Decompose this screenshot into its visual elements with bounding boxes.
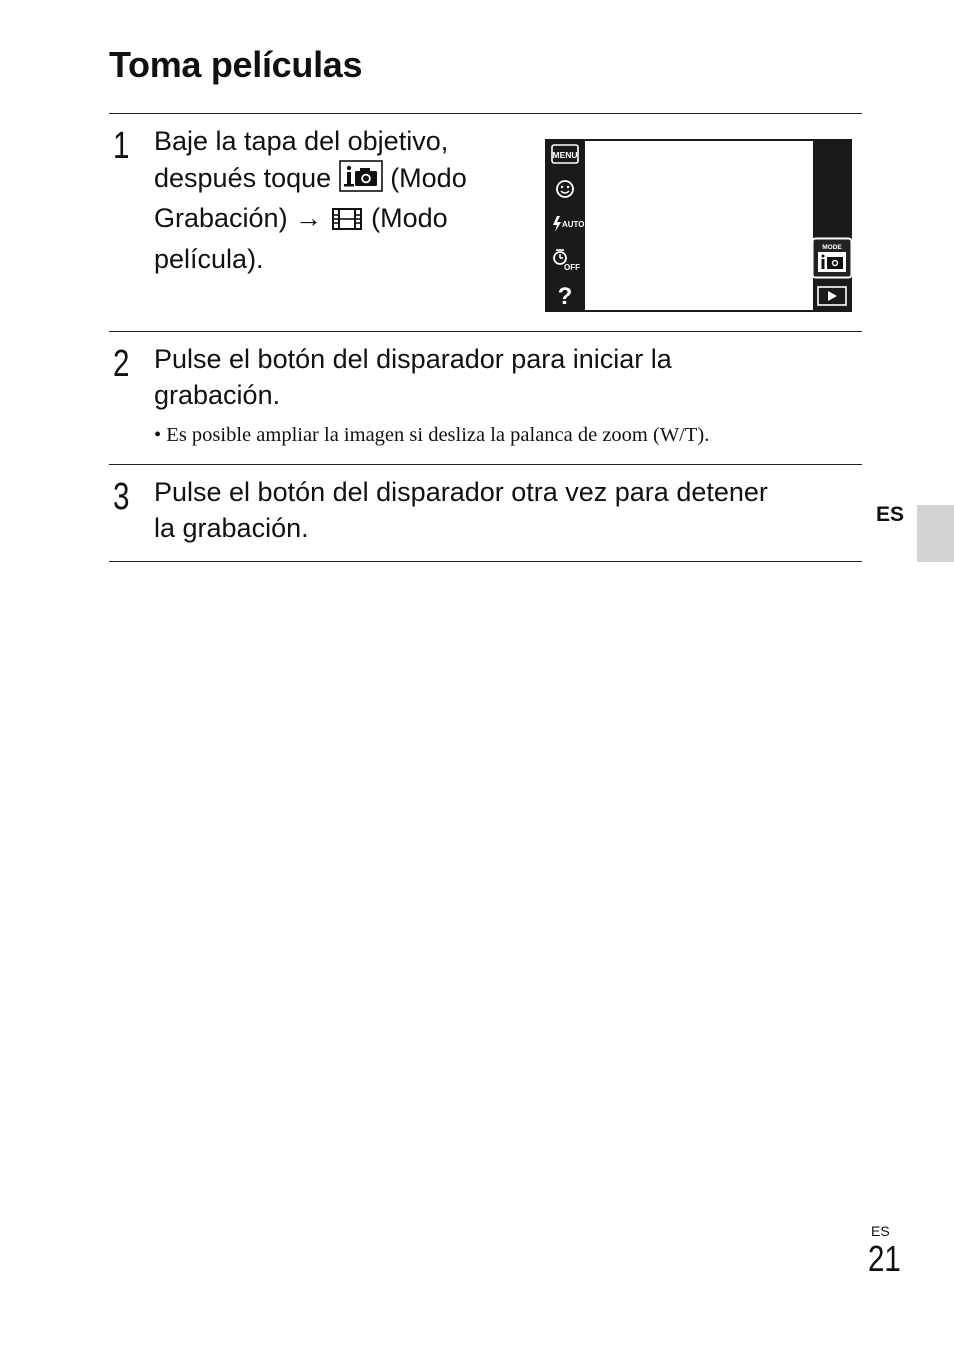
help-icon bbox=[555, 282, 575, 313]
divider bbox=[109, 331, 862, 332]
help-label: ? bbox=[557, 283, 573, 310]
playback-icon bbox=[817, 286, 847, 311]
step-1-text: Baje la tapa del objetivo, después toque (Modo Grabación) → (Modo película). bbox=[154, 126, 467, 274]
camera-screen-illustration bbox=[545, 139, 852, 312]
step-number: 2 bbox=[113, 343, 130, 385]
step-number: 3 bbox=[113, 476, 130, 518]
footer-language: ES bbox=[871, 1223, 890, 1239]
smile-icon bbox=[555, 179, 575, 204]
mode-icon bbox=[811, 237, 853, 284]
divider bbox=[109, 561, 862, 562]
step-2-note: • Es posible ampliar la imagen si desliza la palanca de zoom (W/T). bbox=[154, 424, 710, 446]
divider bbox=[109, 464, 862, 465]
self-timer-off-icon bbox=[551, 248, 581, 277]
menu-icon bbox=[551, 144, 579, 169]
step-number: 1 bbox=[113, 125, 130, 167]
camera-preview-area bbox=[585, 141, 813, 310]
step-3-text: Pulse el botón del disparador otra vez para detener la grabación. bbox=[154, 477, 768, 543]
movie-mode-icon bbox=[330, 206, 364, 242]
mode-label: MODE bbox=[822, 244, 842, 251]
step-2-text: Pulse el botón del disparador para iniciar la grabación. bbox=[154, 344, 672, 410]
flash-auto-icon bbox=[551, 214, 585, 239]
divider bbox=[109, 113, 862, 114]
flash-label: AUTO bbox=[562, 220, 585, 229]
language-tab-label: ES bbox=[876, 503, 905, 526]
arrow-icon: → bbox=[295, 203, 323, 233]
menu-label: MENU bbox=[552, 150, 578, 160]
timer-label: OFF bbox=[564, 263, 580, 272]
page-title: Toma películas bbox=[109, 44, 363, 85]
intelligent-auto-icon bbox=[339, 160, 383, 202]
language-tab bbox=[917, 505, 954, 562]
page-number: 21 bbox=[868, 1238, 901, 1279]
